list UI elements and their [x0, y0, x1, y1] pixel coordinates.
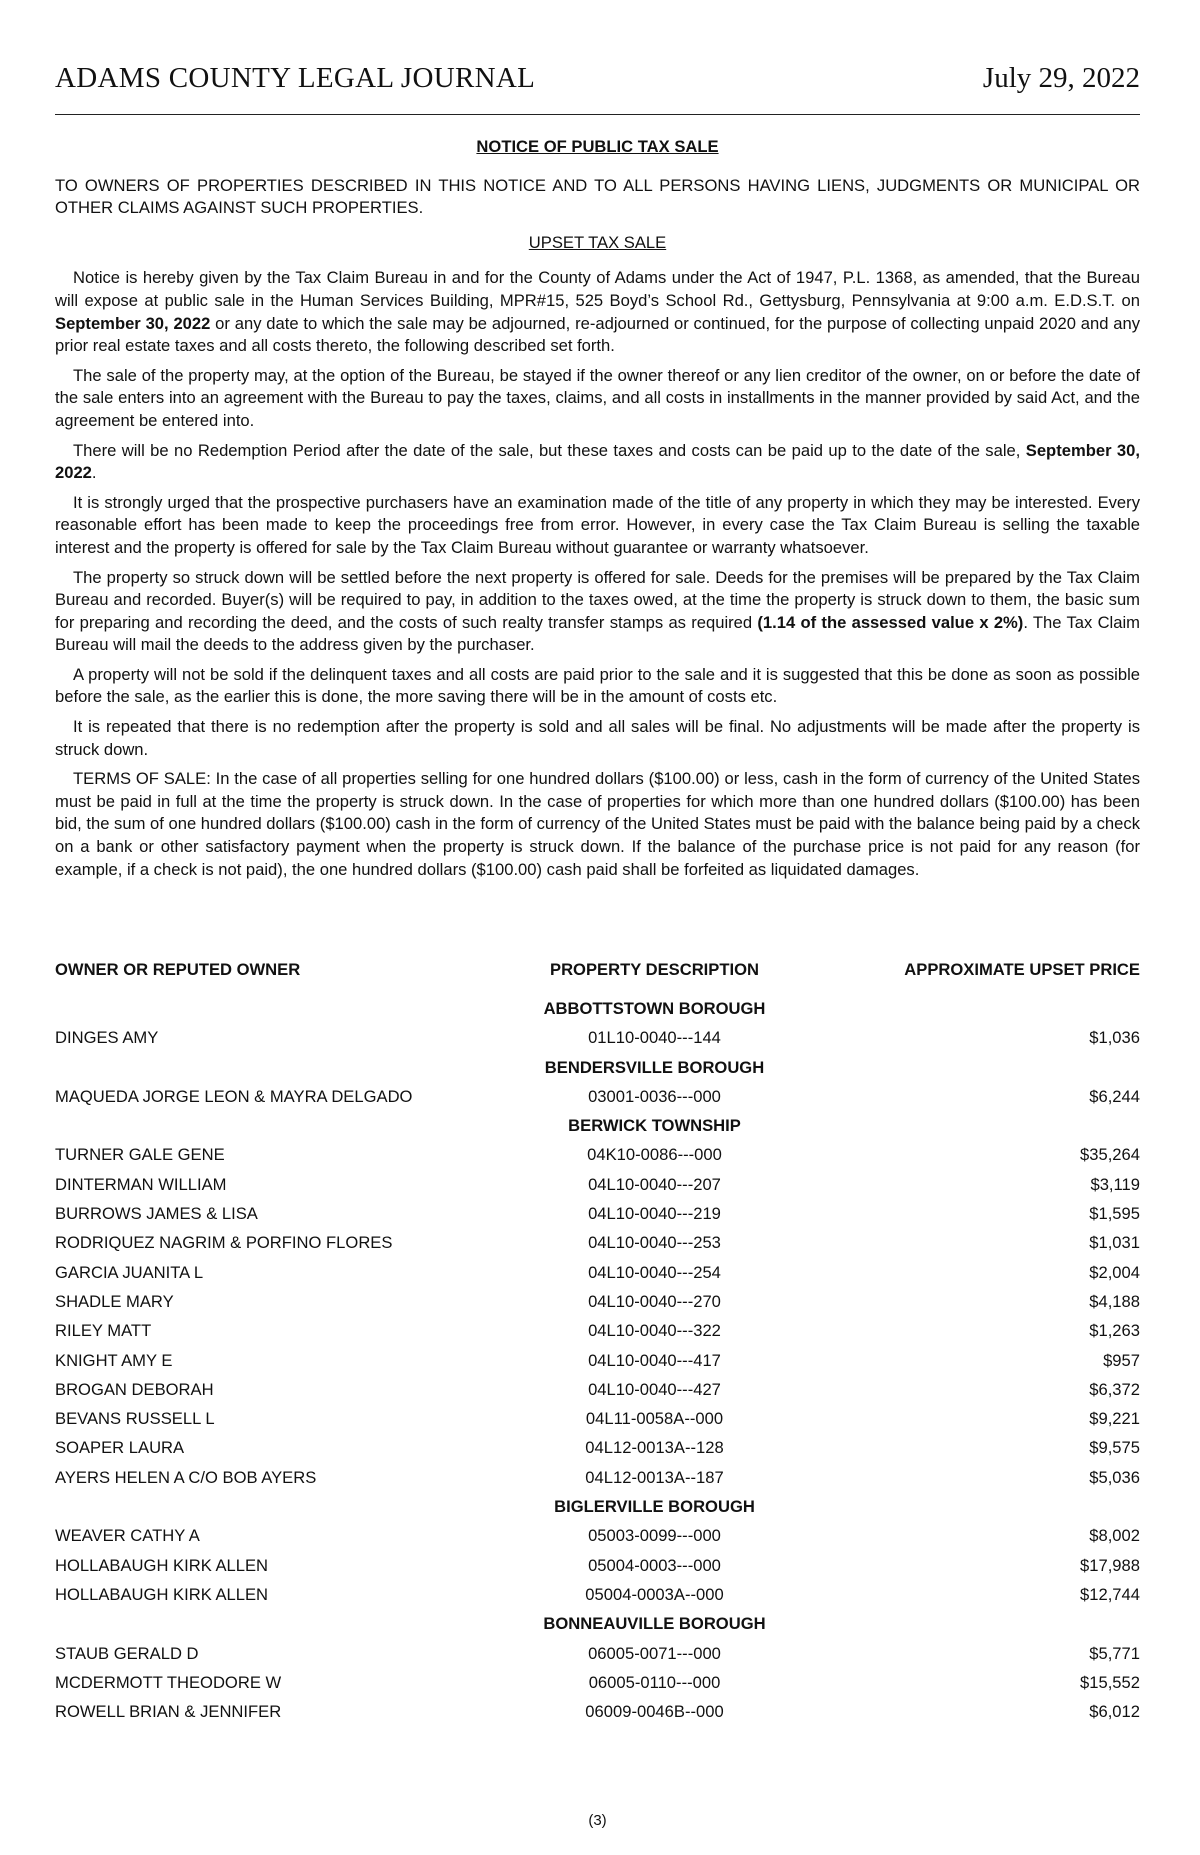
- paragraph-deeds: [55, 567, 1140, 657]
- transfer-stamp-rate: (1.14 of the assessed value x 2%): [757, 612, 1024, 632]
- notice-body: [55, 136, 1140, 888]
- property-description: 06005-0071---000: [588, 1643, 721, 1663]
- upset-price: $9,575: [1089, 1438, 1140, 1458]
- property-description: 05004-0003---000: [588, 1555, 721, 1575]
- owner-name: MAQUEDA JORGE LEON & MAYRA DELGADO: [55, 1086, 413, 1106]
- upset-price: $2,004: [1089, 1262, 1140, 1282]
- municipality-name: ABBOTTSTOWN BOROUGH: [543, 999, 766, 1018]
- table-row: [55, 1670, 1140, 1699]
- property-description: 04L10-0040---322: [588, 1321, 721, 1341]
- upset-price: $3,119: [1090, 1174, 1140, 1194]
- owner-name: DINGES AMY: [55, 1028, 159, 1048]
- property-description: 03001-0036---000: [588, 1086, 721, 1106]
- table-row: [55, 1025, 1140, 1054]
- sale-date: September 30, 2022: [55, 313, 211, 333]
- paragraph-text: or any date to which the sale may be adjourned, re-adjourned or continued, for the purpose of collecting unpaid 2020 and any prior real estate taxes and all costs thereto, the following described set forth.: [55, 313, 1140, 356]
- owner-name: BURROWS JAMES & LISA: [55, 1204, 258, 1224]
- paragraph-terms-of-sale: TERMS OF SALE: In the case of all properties selling for one hundred dollars ($100.00) or less, cash in the form of currency of the United States must be paid in full at the time the property is struck down. In the case of properties for which more than one hundred dollars ($100.00) has been bid, the sum of one hundred dollars ($100.00) cash in the form of currency of the United States must be paid with the balance being paid by a check on a bank or other satisfactory payment when the property is struck down. If the balance of the purchase price is not paid for any reason (for example, if a check is not paid), the one hundred dollars ($100.00) cash paid shall be forfeited as liquidated damages.: [55, 769, 1140, 879]
- property-description: 04L10-0040---427: [588, 1379, 721, 1399]
- table-row: [55, 1582, 1140, 1611]
- upset-price: $35,264: [1080, 1145, 1140, 1165]
- property-description: 04L10-0040---270: [588, 1291, 721, 1311]
- issue-date: July 29, 2022: [982, 62, 1140, 94]
- table-row: [55, 1523, 1140, 1552]
- page-header: [55, 62, 1140, 115]
- municipality-name: BIGLERVILLE BOROUGH: [554, 1497, 755, 1517]
- header-price: APPROXIMATE UPSET PRICE: [904, 960, 1140, 979]
- notice-subtitle: UPSET TAX SALE: [528, 232, 667, 252]
- upset-price: $15,552: [1080, 1672, 1140, 1692]
- journal-title: ADAMS COUNTY LEGAL JOURNAL: [55, 62, 536, 94]
- header-owner: OWNER OR REPUTED OWNER: [55, 960, 301, 979]
- owner-name: ROWELL BRIAN & JENNIFER: [55, 1702, 282, 1722]
- property-description: 06009-0046B--000: [585, 1702, 724, 1722]
- owner-name: RILEY MATT: [55, 1321, 152, 1341]
- upset-price: $6,244: [1089, 1086, 1140, 1106]
- municipality-heading: [55, 1611, 1140, 1640]
- table-row: [55, 1230, 1140, 1259]
- owner-name: TURNER GALE GENE: [55, 1145, 225, 1165]
- table-row: [55, 1435, 1140, 1464]
- upset-price: $9,221: [1089, 1409, 1140, 1429]
- property-description: 04L10-0040---207: [588, 1174, 721, 1194]
- table-header: [55, 960, 1140, 996]
- table-row: [55, 1260, 1140, 1289]
- owner-name: AYERS HELEN A C/O BOB AYERS: [55, 1467, 317, 1487]
- paragraph-text: .: [91, 463, 97, 483]
- upset-price: $8,002: [1089, 1526, 1140, 1546]
- upset-price: $1,031: [1089, 1233, 1140, 1253]
- header-description: PROPERTY DESCRIPTION: [550, 960, 759, 979]
- owner-name: SOAPER LAURA: [55, 1438, 185, 1458]
- table-row: [55, 1406, 1140, 1435]
- owner-name: WEAVER CATHY A: [55, 1526, 200, 1546]
- owner-name: MCDERMOTT THEODORE W: [55, 1672, 282, 1692]
- notice-addressee: TO OWNERS OF PROPERTIES DESCRIBED IN THIS NOTICE AND TO ALL PERSONS HAVING LIENS, JUDGMENTS OR MUNICIPAL OR OTHER CLAIMS AGAINST SUCH PROPERTIES.: [55, 175, 1140, 218]
- table-row: [55, 1318, 1140, 1347]
- paragraph-redemption: [55, 440, 1140, 485]
- municipality-heading: [55, 1494, 1140, 1523]
- table-row: [55, 1172, 1140, 1201]
- paragraph-text: . The Tax Claim Bureau will mail the deeds to the address given by the purchaser.: [55, 612, 1140, 655]
- municipality-name: BONNEAUVILLE BOROUGH: [543, 1614, 766, 1634]
- municipality-heading: [55, 1113, 1140, 1142]
- owner-name: BEVANS RUSSELL L: [55, 1409, 215, 1429]
- sale-date: September 30, 2022: [55, 440, 1140, 483]
- owner-name: BROGAN DEBORAH: [55, 1379, 214, 1399]
- property-description: 04L10-0040---417: [588, 1350, 721, 1370]
- upset-price: $6,012: [1089, 1702, 1140, 1722]
- table-row: [55, 1465, 1140, 1494]
- table-row: [55, 1641, 1140, 1670]
- upset-price: $957: [1103, 1350, 1140, 1370]
- owner-name: RODRIQUEZ NAGRIM & PORFINO FLORES: [55, 1233, 393, 1253]
- property-description: 04L11-0058A--000: [585, 1409, 724, 1429]
- paragraph-no-redemption: It is repeated that there is no redemption after the property is sold and all sales will be final. No adjustments will be made after the property is struck down.: [55, 717, 1140, 759]
- paragraph-stay-of-sale: The sale of the property may, at the option of the Bureau, be stayed if the owner thereof or any lien creditor of the owner, on or before the date of the sale enters into an agreement with the Bureau to pay the taxes, claims, and all costs in installments in the manner provided by said Act, and the agreement be entered into.: [55, 365, 1140, 430]
- table-row: [55, 1348, 1140, 1377]
- upset-price: $1,263: [1089, 1321, 1140, 1341]
- property-description: 04L10-0040---219: [588, 1204, 721, 1224]
- property-description: 05004-0003A--000: [585, 1584, 724, 1604]
- upset-price: $6,372: [1089, 1379, 1140, 1399]
- property-description: 04L10-0040---254: [588, 1262, 721, 1282]
- upset-price: $5,771: [1089, 1643, 1140, 1663]
- paragraph-prepayment: A property will not be sold if the delinquent taxes and all costs are paid prior to the sale and it is suggested that this be done as soon as possible before the sale, as the earlier this is done, the more saving there will be in the amount of costs etc.: [55, 664, 1140, 707]
- owner-name: KNIGHT AMY E: [55, 1350, 173, 1370]
- owner-name: HOLLABAUGH KIRK ALLEN: [55, 1555, 269, 1575]
- owner-name: HOLLABAUGH KIRK ALLEN: [55, 1584, 269, 1604]
- paragraph-text: Notice is hereby given by the Tax Claim Bureau in and for the County of Adams under the Act of 1947, P.L. 1368, as amended, that the Bureau will expose at public sale in the Human Services Building, MPR#15, 525 Boyd’s School Rd., Gettysburg, Pennsylvania at 9:00 a.m. E.D.S.T. on: [55, 268, 1140, 310]
- owner-name: GARCIA JUANITA L: [55, 1262, 204, 1282]
- property-description: 05003-0099---000: [588, 1526, 721, 1546]
- property-description: 06005-0110---000: [588, 1672, 721, 1692]
- property-table: [55, 960, 1140, 1728]
- paragraph-title-examination: It is strongly urged that the prospective purchasers have an examination made of the title of any property in which they may be interested. Every reasonable effort has been made to keep the proceedings free from error. However, in every case the Tax Claim Bureau is selling the taxable interest and the property is offered for sale by the Tax Claim Bureau without guarantee or warranty whatsoever.: [55, 492, 1140, 557]
- owner-name: DINTERMAN WILLIAM: [55, 1174, 227, 1194]
- property-description: 04L10-0040---253: [588, 1233, 721, 1253]
- notice-title: NOTICE OF PUBLIC TAX SALE: [476, 137, 719, 156]
- paragraph-text: There will be no Redemption Period after the date of the sale, but these taxes and costs can be paid up to the date of the sale,: [73, 440, 1026, 460]
- owner-name: SHADLE MARY: [55, 1291, 174, 1311]
- table-row: [55, 1084, 1140, 1113]
- municipality-name: BENDERSVILLE BOROUGH: [544, 1057, 765, 1077]
- table-row: [55, 1201, 1140, 1230]
- owner-name: STAUB GERALD D: [55, 1643, 199, 1663]
- paragraph-text: The property so struck down will be settled before the next property is offered for sale. Deeds for the premises will be prepared by the Tax Claim Bureau and recorded. Buyer(s) will be required to pay, in addition to the taxes owed, at the time the property is struck down to them, the basic sum for preparing and recording the deed, and the costs of such realty transfer stamps as required: [55, 567, 1140, 632]
- upset-price: $4,188: [1089, 1291, 1140, 1311]
- page-number: (3): [588, 1812, 607, 1829]
- property-description: 04L12-0013A--187: [585, 1467, 724, 1487]
- table-row: [55, 1142, 1140, 1171]
- table-row: [55, 1553, 1140, 1582]
- property-description: 04K10-0086---000: [587, 1145, 722, 1165]
- upset-price: $12,744: [1080, 1584, 1140, 1604]
- municipality-heading: [55, 1055, 1140, 1084]
- upset-price: $1,036: [1089, 1028, 1140, 1048]
- table-row: [55, 1699, 1140, 1728]
- table-row: [55, 1377, 1140, 1406]
- paragraph-sale-notice: [55, 267, 1140, 357]
- table-row: [55, 1289, 1140, 1318]
- property-description: 01L10-0040---144: [588, 1028, 721, 1048]
- upset-price: $1,595: [1089, 1204, 1140, 1224]
- table-body: [55, 996, 1140, 1728]
- upset-price: $17,988: [1080, 1555, 1140, 1575]
- upset-price: $5,036: [1089, 1467, 1140, 1487]
- municipality-heading: [55, 996, 1140, 1025]
- property-description: 04L12-0013A--128: [585, 1438, 724, 1458]
- municipality-name: BERWICK TOWNSHIP: [568, 1116, 741, 1136]
